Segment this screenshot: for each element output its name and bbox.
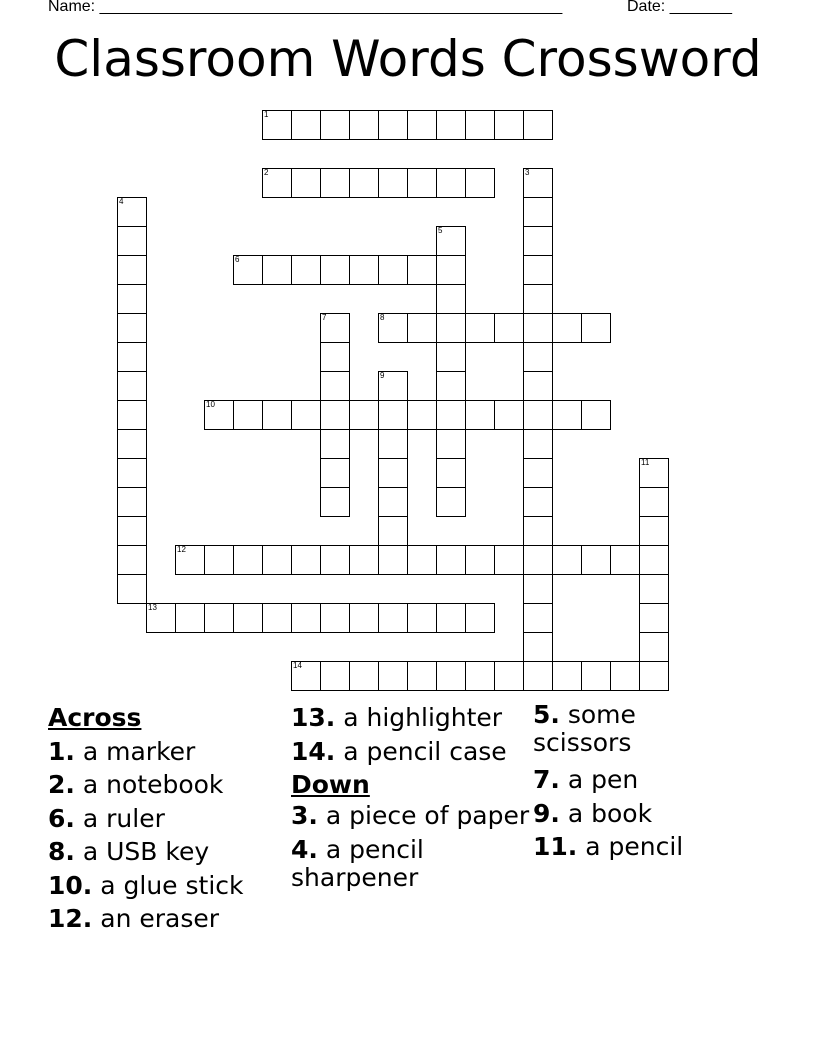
grid-cell[interactable] [465, 661, 495, 691]
grid-cell[interactable] [378, 661, 408, 691]
grid-cell[interactable] [262, 603, 292, 633]
grid-cell[interactable] [523, 284, 553, 314]
grid-cell[interactable] [639, 545, 669, 575]
grid-cell[interactable] [436, 226, 466, 256]
grid-cell[interactable] [291, 168, 321, 198]
grid-cell[interactable] [117, 429, 147, 459]
cell-number: 14 [293, 661, 302, 670]
grid-cell[interactable] [639, 632, 669, 662]
grid-cell[interactable] [523, 458, 553, 488]
grid-cell[interactable] [407, 661, 437, 691]
grid-cell[interactable] [378, 168, 408, 198]
grid-cell[interactable] [233, 400, 263, 430]
grid-cell[interactable] [349, 255, 379, 285]
clue-down-4: 4. a pencil sharpener [291, 834, 424, 892]
grid-cell[interactable] [523, 429, 553, 459]
grid-cell[interactable] [291, 255, 321, 285]
grid-cell[interactable] [494, 400, 524, 430]
grid-cell[interactable] [233, 603, 263, 633]
grid-cell[interactable] [581, 313, 611, 343]
grid-cell[interactable] [117, 516, 147, 546]
grid-cell[interactable] [291, 110, 321, 140]
grid-cell[interactable] [523, 342, 553, 372]
clue-across-12: 12. an eraser [48, 904, 220, 933]
grid-cell[interactable] [291, 545, 321, 575]
grid-cell[interactable] [436, 110, 466, 140]
grid-cell[interactable] [320, 313, 350, 343]
grid-cell[interactable] [378, 313, 408, 343]
grid-cell[interactable] [175, 603, 205, 633]
grid-cell[interactable] [436, 603, 466, 633]
grid-cell[interactable] [175, 545, 205, 575]
grid-cell[interactable] [378, 487, 408, 517]
grid-cell[interactable] [146, 603, 176, 633]
grid-cell[interactable] [320, 110, 350, 140]
grid-cell[interactable] [523, 603, 553, 633]
grid-cell[interactable] [233, 545, 263, 575]
grid-cell[interactable] [262, 168, 292, 198]
grid-cell[interactable] [494, 545, 524, 575]
grid-cell[interactable] [523, 168, 553, 198]
grid-cell[interactable] [378, 429, 408, 459]
grid-cell[interactable] [262, 255, 292, 285]
grid-cell[interactable] [407, 603, 437, 633]
clue-across-13: 13. a highlighter [291, 703, 503, 732]
grid-cell[interactable] [407, 545, 437, 575]
clue-down-9: 9. a book [533, 798, 653, 828]
grid-cell[interactable] [204, 400, 234, 430]
cell-number: 4 [119, 197, 124, 206]
grid-cell[interactable] [117, 487, 147, 517]
grid-cell[interactable] [320, 458, 350, 488]
grid-cell[interactable] [639, 661, 669, 691]
grid-cell[interactable] [523, 197, 553, 227]
grid-cell[interactable] [407, 168, 437, 198]
grid-cell[interactable] [117, 226, 147, 256]
grid-cell[interactable] [639, 574, 669, 604]
grid-cell[interactable] [349, 168, 379, 198]
grid-cell[interactable] [117, 197, 147, 227]
grid-cell[interactable] [436, 284, 466, 314]
grid-cell[interactable] [378, 400, 408, 430]
grid-cell[interactable] [436, 400, 466, 430]
clue-across-1: 1. a marker [48, 736, 196, 766]
grid-cell[interactable] [639, 516, 669, 546]
grid-cell[interactable] [320, 487, 350, 517]
grid-cell[interactable] [407, 110, 437, 140]
grid-cell[interactable] [523, 226, 553, 256]
grid-cell[interactable] [349, 545, 379, 575]
grid-cell[interactable] [291, 603, 321, 633]
grid-cell[interactable] [233, 255, 263, 285]
cell-number: 5 [438, 226, 443, 235]
grid-cell[interactable] [465, 110, 495, 140]
grid-cell[interactable] [262, 400, 292, 430]
cell-number: 3 [525, 168, 530, 177]
cell-number: 12 [177, 545, 186, 554]
grid-cell[interactable] [523, 371, 553, 401]
clue-down-11: 11. a pencil [533, 832, 684, 861]
grid-cell[interactable] [552, 545, 582, 575]
grid-cell[interactable] [465, 545, 495, 575]
grid-cell[interactable] [436, 313, 466, 343]
cell-number: 6 [235, 255, 240, 264]
cell-number: 10 [206, 400, 215, 409]
clue-across-14: 14. a pencil case [291, 736, 507, 766]
clue-across-2: 2. a notebook [48, 770, 224, 799]
grid-cell[interactable] [523, 255, 553, 285]
grid-cell[interactable] [465, 168, 495, 198]
grid-cell[interactable] [523, 400, 553, 430]
grid-cell[interactable] [378, 371, 408, 401]
grid-cell[interactable] [581, 545, 611, 575]
grid-cell[interactable] [320, 661, 350, 691]
clue-column-3 [533, 701, 733, 864]
grid-cell[interactable] [378, 110, 408, 140]
grid-cell[interactable] [523, 574, 553, 604]
grid-cell[interactable] [494, 110, 524, 140]
grid-cell[interactable] [465, 603, 495, 633]
grid-cell[interactable] [117, 313, 147, 343]
cell-number: 1 [264, 110, 269, 119]
grid-cell[interactable] [639, 458, 669, 488]
across-heading: Across [48, 703, 142, 732]
date-field-label: Date: _______ [627, 0, 732, 15]
grid-cell[interactable] [291, 661, 321, 691]
grid-cell[interactable] [320, 342, 350, 372]
clue-down-5: 5. some scissors [533, 700, 636, 757]
grid-cell[interactable] [262, 545, 292, 575]
clue-column-2 [291, 701, 531, 898]
grid-cell[interactable] [436, 342, 466, 372]
grid-cell[interactable] [523, 313, 553, 343]
clue-across-6: 6. a ruler [48, 803, 165, 833]
grid-cell[interactable] [320, 371, 350, 401]
grid-cell[interactable] [320, 400, 350, 430]
grid-cell[interactable] [204, 545, 234, 575]
grid-cell[interactable] [117, 574, 147, 604]
cell-number: 11 [641, 458, 650, 467]
grid-cell[interactable] [320, 429, 350, 459]
grid-cell[interactable] [117, 400, 147, 430]
grid-cell[interactable] [262, 110, 292, 140]
grid-cell[interactable] [552, 400, 582, 430]
clue-across-10: 10. a glue stick [48, 870, 244, 900]
grid-cell[interactable] [436, 429, 466, 459]
grid-cell[interactable] [320, 603, 350, 633]
cell-number: 8 [380, 313, 385, 322]
grid-cell[interactable] [378, 603, 408, 633]
clue-down-3: 3. a piece of paper [291, 800, 530, 830]
page-title: Classroom Words Crossword [54, 30, 762, 88]
grid-cell[interactable] [291, 400, 321, 430]
grid-cell[interactable] [436, 487, 466, 517]
grid-cell[interactable] [349, 110, 379, 140]
grid-cell[interactable] [523, 661, 553, 691]
grid-cell[interactable] [523, 516, 553, 546]
grid-cell[interactable] [465, 313, 495, 343]
clue-across-8: 8. a USB key [48, 837, 210, 866]
grid-cell[interactable] [639, 487, 669, 517]
grid-cell[interactable] [552, 313, 582, 343]
grid-cell[interactable] [523, 632, 553, 662]
clue-column-1 [48, 701, 288, 936]
name-field-label: Name: ____________________________________________________ [48, 0, 563, 15]
grid-cell[interactable] [610, 661, 640, 691]
cell-number: 13 [148, 603, 157, 612]
cell-number: 9 [380, 371, 385, 380]
grid-cell[interactable] [320, 168, 350, 198]
grid-cell[interactable] [320, 545, 350, 575]
grid-cell[interactable] [494, 661, 524, 691]
grid-cell[interactable] [436, 661, 466, 691]
grid-cell[interactable] [407, 255, 437, 285]
grid-cell[interactable] [436, 545, 466, 575]
grid-cell[interactable] [436, 168, 466, 198]
grid-cell[interactable] [639, 603, 669, 633]
grid-cell[interactable] [407, 400, 437, 430]
grid-cell[interactable] [117, 371, 147, 401]
grid-cell[interactable] [117, 255, 147, 285]
grid-cell[interactable] [436, 458, 466, 488]
grid-cell[interactable] [117, 545, 147, 575]
grid-cell[interactable] [349, 661, 379, 691]
grid-cell[interactable] [523, 545, 553, 575]
grid-cell[interactable] [552, 661, 582, 691]
grid-cell[interactable] [581, 661, 611, 691]
grid-cell[interactable] [117, 342, 147, 372]
grid-cell[interactable] [465, 400, 495, 430]
cell-number: 7 [322, 313, 327, 322]
grid-cell[interactable] [523, 487, 553, 517]
clue-down-7: 7. a pen [533, 765, 639, 794]
grid-cell[interactable] [204, 603, 234, 633]
grid-cell[interactable] [378, 545, 408, 575]
grid-cell[interactable] [117, 458, 147, 488]
grid-cell[interactable] [407, 313, 437, 343]
grid-cell[interactable] [349, 603, 379, 633]
down-heading: Down [291, 770, 370, 799]
grid-cell[interactable] [378, 516, 408, 546]
grid-cell[interactable] [610, 545, 640, 575]
grid-cell[interactable] [117, 284, 147, 314]
grid-cell[interactable] [378, 458, 408, 488]
grid-cell[interactable] [523, 110, 553, 140]
cell-number: 2 [264, 168, 269, 177]
grid-cell[interactable] [349, 400, 379, 430]
grid-cell[interactable] [581, 400, 611, 430]
grid-cell[interactable] [494, 313, 524, 343]
grid-cell[interactable] [436, 255, 466, 285]
grid-cell[interactable] [436, 371, 466, 401]
grid-cell[interactable] [320, 255, 350, 285]
grid-cell[interactable] [378, 255, 408, 285]
